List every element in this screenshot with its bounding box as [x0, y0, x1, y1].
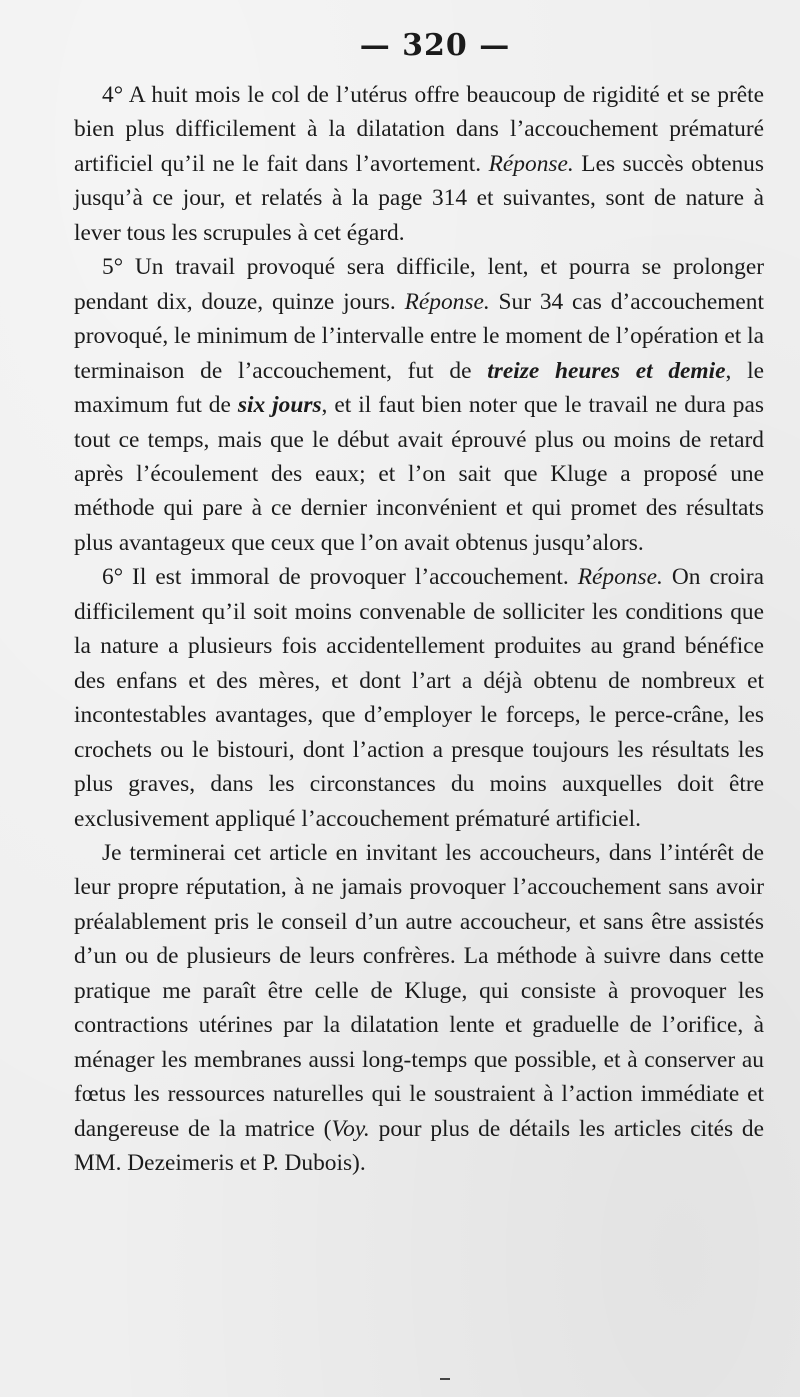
text-run: , et il faut bien noter que le travail ne dura pas tout ce temps, mais que le début avait éprouvé plus ou moins de retard après l’écoulement des eaux; et l’on sait que Kluge a proposé une méthode qui pare à ce dernier inconvénient et qui promet des résultats plus avantageux que ceux que l’on avait obtenus jusqu’alors.: [74, 392, 764, 556]
reponse-label: Réponse.: [404, 288, 490, 315]
footer-mark: [440, 1378, 450, 1380]
paragraph-conclusion: [74, 836, 764, 1181]
page-number: — 320 —: [359, 28, 511, 63]
text-run: Sur 34 cas d’accouchement provoqué, le minimum de l’intervalle entre le moment de l’opération et la terminaison de l’accouchement, fut de: [74, 288, 764, 384]
text-run: Les succès obtenus jusqu’à ce jour, et relatés à la page 314 et suivantes, sont de nature à lever tous les scrupules à cet égard.: [74, 150, 764, 246]
paragraph-6: [74, 560, 764, 836]
text-run: , le maximum fut de: [74, 357, 764, 419]
text-run: 4° A huit mois le col de l’utérus offre beaucoup de rigidité et se prête bien plus difficilement à la dilatation dans l’accouchement prématuré artificiel qu’il ne le fait dans l’avortement.: [74, 82, 764, 177]
body-text: [74, 78, 764, 1181]
emphasis-minimum: treize heures et demie: [487, 357, 726, 384]
text-run: Je terminerai cet article en invitant les accoucheurs, dans l’intérêt de leur propre réputation, à ne jamais provoquer l’accouchement sans avoir préalablement pris le conseil d’un autre accoucheur, et sans être assistés d’un ou de plusieurs de leurs confrères. La méthode à suivre dans cette pratique me paraît être celle de Kluge, qui consiste à provoquer les contractions utérines par la dilatation lente et graduelle de l’orifice, à ménager les membranes aussi long-temps que possible, et à conserver au fœtus les ressources naturelles qui le soustraient à l’action immédiate et dangereuse de la matrice (: [74, 839, 764, 1142]
text-run: On croira difficilement qu’il soit moins convenable de solliciter les conditions que la nature a plusieurs fois accidentellement produites au grand bénéfice des enfans et des mères, et dont l’art a déjà obtenu de nombreux et incontestables avantages, que d’employer le forceps, le perce-crâne, les crochets ou le bistouri, dont l’action a presque toujours les résultats les plus graves, dans les circonstances du moins auxquelles doit être exclusivement appliqué l’accouchement prématuré artificiel.: [74, 564, 764, 832]
text-run: 5° Un travail provoqué sera difficile, lent, et pourra se prolonger pendant dix, douze, quinze jours.: [74, 254, 764, 315]
reponse-label: Réponse.: [577, 564, 663, 591]
paragraph-4: [74, 78, 764, 250]
voy-abbreviation: Voy.: [331, 1115, 370, 1142]
reponse-label: Réponse.: [488, 150, 574, 177]
text-run: 6° Il est immoral de provoquer l’accouchement.: [102, 564, 578, 591]
paragraph-5: [74, 250, 764, 560]
emphasis-maximum: six jours: [237, 392, 322, 419]
text-run: pour plus de détails les articles cités de MM. Dezeimeris et P. Dubois).: [74, 1115, 764, 1177]
